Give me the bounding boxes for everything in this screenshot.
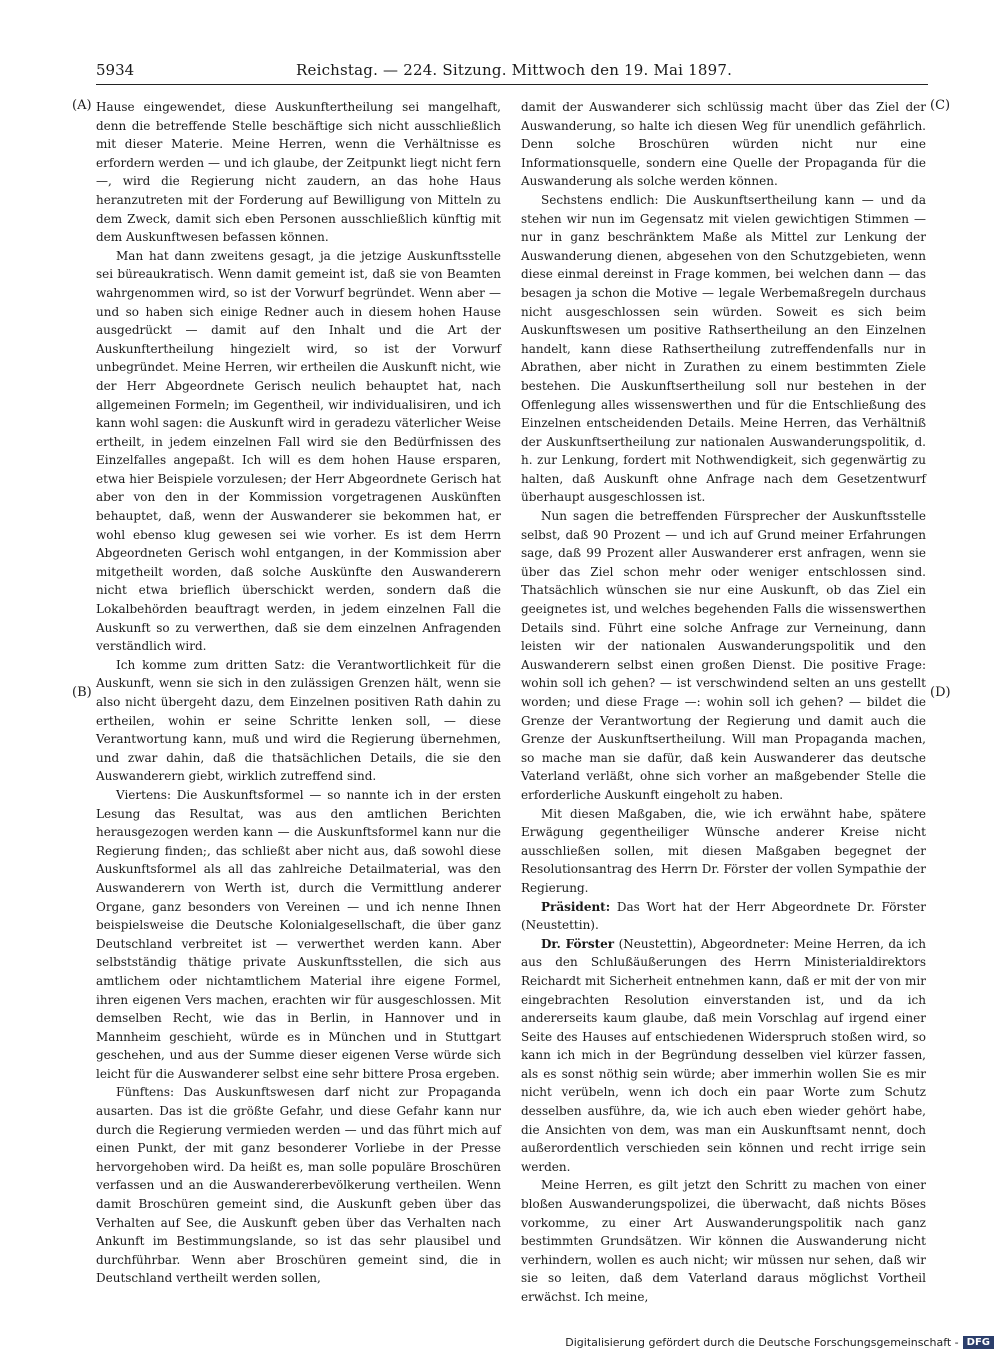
speaker-name: Dr. Förster: [541, 936, 615, 951]
speaker-name: Präsident:: [541, 899, 611, 914]
margin-marker-a: (A): [72, 98, 92, 113]
running-title: Reichstag. — 224. Sitzung. Mittwoch den 19. Mai 1897.: [296, 61, 733, 79]
paragraph: Ich komme zum dritten Satz: die Verantwortlichkeit für die Auskunft, wenn sie sich in den zulässigen Grenzen hält, wenn sie also nicht übergeht dazu, dem Einzelnen positiven Rath dahin zu ertheilen, wohin er seine Schritte lenken soll, — diese Verantwortung kann, muß und wird die Regierung übernehmen, und zwar dahin, daß die thatsächlichen Details, die sie den Auswanderern giebt, wirklich zutreffend sind.: [96, 657, 501, 784]
page-number: 5934: [96, 61, 135, 79]
paragraph: Man hat dann zweitens gesagt, ja die jetzige Auskunftsstelle sei büreaukratisch. Wenn damit gemeint ist, daß sie von Beamten wahrgenommen wird, so ist der Vorwurf begründet. Wenn aber — und so haben sich einige Redner auch in diesem hohen Hause ausgedrückt — damit auf den Inhalt und die Art der Auskunftertheilung hingezielt wird, so ist der Vorwurf unbegründet. Meine Herren, wir ertheilen die Auskunft nicht, wie der Herr Abgeordnete Gerisch neulich behauptet hat, nach allgemeinen Formeln; im Gegentheil, wir individualisiren, und ich kann wohl sagen: die Auskunft wird in geradezu väterlicher Weise ertheilt, in jedem einzelnen Fall wird sie den Bedürfnissen des Einzelfalles angepaßt. Ich will es dem hohen Hause ersparen, etwa hier Beispiele vorzulesen; der Herr Abgeordnete Gerisch hat aber von den in der Kommission vorgetragenen Auskünften behauptet, daß, wenn der Auswanderer sie bekommen hat, er wohl ebenso klug gewesen sei wie vorher. Es ist dem Herrn Abgeordneten Gerisch wohl entgangen, in der Kommission aber mitgetheilt worden, daß solche Auskünfte den Auswanderern nicht etwa brieflich überschickt werden, sondern daß die Lokalbehörden beauftragt werden, in jedem einzelnen Fall die Auskunft so zu verwerthen, daß sie dem einzelnen Anfragenden verständlich wird.: [96, 248, 501, 654]
paragraph: Nun sagen die betreffenden Fürsprecher der Auskunftsstelle selbst, daß 90 Prozent — und ich auf Grund meiner Erfahrungen sage, daß 99 Prozent aller Auswanderer erst anfragen, wenn sie über das Ziel schon mehr oder weniger entschlossen sind. Thatsächlich wünschen sie nur eine Auskunft, ob das Ziel ein geeignetes ist, und welches begehenden Falls die wissenswerthen Details sind. Führt eine solche Anfrage zur Verneinung, dann leisten wir der nationalen Auswanderungspolitik und den Auswanderern selbst einen großen Dienst. Die positive Frage: wohin soll ich gehen? — ist verschwindend selten an uns gestellt worden; und diese Frage —: wohin soll ich gehen? — bildet die Grenze der Verantwortung der Regierung und damit auch die Grenze der Auskunftsertheilung. Will man Propaganda machen, so mache man sie dafür, daß kein Auswanderer das deutsche Vaterland verläßt, ohne sich vorher an maßgebender Stelle die erforderliche Auskunft eingeholt zu haben.: [521, 509, 926, 802]
paragraph: Viertens: Die Auskunftsformel — so nannte ich in der ersten Lesung das Resultat, was aus den amtlichen Berichten herausgezogen werden kann — die Auskunftsformel kann nur die Regierung finden;, das schließt aber nicht aus, daß sowohl diese Auskunftsformel als all das zahlreiche Detailmaterial, was den Auswanderern von Werth ist, durch die Vermittlung anderer Organe, ganz besonders von Vereinen — und ich nenne Ihnen beispielsweise die Deutsche Kolonialgesellschaft, die über ganz Deutschland verbreitet ist — verwerthet werden kann. Aber selbstständig thätige private Auskunftsstellen, die sich aus amtlichem oder nichtamtlichem Material ihre eigene Formel, ihren eigenen Vers machen, erachten wir für ausgeschlossen. Mit demselben Recht, wie das in Berlin, in Hannover und in Mannheim geschieht, würde es in München und in Stuttgart geschehen, und aus der Summe dieser eigenen Verse würde sich leicht für die Auswanderer selbst eine sehr bittere Prosa ergeben.: [96, 787, 501, 1081]
margin-marker-d: (D): [930, 685, 951, 700]
statement-text: Das Wort hat der Herr Abgeordnete Dr. Förster (Neustettin).: [521, 899, 926, 933]
paragraph: Mit diesen Maßgaben, die, wie ich erwähnt habe, spätere Erwägung gegentheiliger Wünsche anderer Kreise nicht ausschließen sollen, mit diesen Maßgaben begegnet der Resolutionsantrag des Herrn Dr. Förster der vollen Sympathie der Regierung.: [521, 806, 926, 895]
footer-text: Digitalisierung gefördert durch die Deutsche Forschungsgemeinschaft -: [565, 1335, 959, 1349]
dfg-logo: DFG: [963, 1336, 994, 1349]
page-header: [96, 60, 928, 85]
paragraph: damit der Auswanderer sich schlüssig macht über das Ziel der Auswanderung, so halte ich diesen Weg für unendlich gefährlich. Denn solche Broschüren würden nicht nur eine Informationsquelle, sondern eine Quelle der Propaganda für die Auswanderung als solche werden können.: [521, 100, 926, 189]
foerster-speech: [521, 935, 926, 1177]
left-column: [96, 98, 501, 1288]
paragraph: Meine Herren, es gilt jetzt den Schritt zu machen von einer bloßen Auswanderungspolizei, die überwacht, daß nichts Böses vorkomme, zu einer Art Auswanderungspolitik nach ganz bestimmten Grundsätzen. Wir können die Auswanderung nicht verhindern, wollen es auch nicht; wir müssen nur sehen, daß wir sie so leiten, daß dem Vaterland daraus möglichst Vortheil erwächst. Ich meine,: [521, 1178, 926, 1304]
president-statement: [521, 898, 926, 935]
digitization-footer: [565, 1333, 1000, 1351]
paragraph: Sechstens endlich: Die Auskunftsertheilung kann — und da stehen wir nun im Gegensatz mit vielen gewichtigen Stimmen — nur in ganz beschränktem Maße als Mittel zur Lenkung der Auswanderung dienen, abgesehen von den Schutzgebieten, wenn diese einmal dereinst in Frage kommen, bei welchen dann — das besagen ja schon die Motive — legale Werbemaßregeln durchaus nicht ausgeschlossen sein würden. Soweit es sich beim Auskunftswesen um positive Rathsertheilung an den Einzelnen handelt, kann diese Rathsertheilung zutreffendenfalls nur in Abrathen, aber nicht in Zurathen zu einem bestimmten Ziele bestehen. Die Auskunftsertheilung soll nur bestehen in der Offenlegung alles wissenswerthen und für die Entschließung des Einzelnen entscheidenden Details. Meine Herren, das Verhältniß der Auskunftsertheilung zur nationalen Auswanderungspolitik, d. h. zur Lenkung, fordert mit Nothwendigkeit, sich gegenwärtig zu halten, daß Auskunft ohne Anfrage nach dem Gesetzentwurf überhaupt ausgeschlossen ist.: [521, 192, 926, 505]
right-column: [521, 98, 926, 1307]
speech-text: (Neustettin), Abgeordneter: Meine Herren, da ich aus den Schlußäußerungen des Herrn Ministerialdirektors Reichardt mit Sicherheit entnehmen kann, daß er mit der von mir eingebrachten Resolution einverstanden ist, und da ich andererseits kaum glaube, daß mein Vorschlag auf irgend einer Seite des Hauses auf entschiedenen Widerspruch stoßen wird, so kann ich mich in der Begründung desselben viel kürzer fassen, als es sonst nöthig sein würde; aber immerhin wollen Sie es mir nicht verübeln, wenn ich doch ein paar Worte zum Schutz desselben ausführe, da, wie ich auch eben wieder gehört habe, die Ansichten von dem, was man ein Auskunftsamt nennt, doch außerordentlich verschieden sein können und recht irrige sein werden.: [521, 936, 926, 1174]
margin-marker-c: (C): [930, 98, 951, 113]
paragraph: Hause eingewendet, diese Auskunftertheilung sei mangelhaft, denn die betreffende Stelle beschäftige sich nicht ausschließlich mit dieser Materie. Meine Herren, wenn die Verhältnisse es erfordern werden — und ich glaube, der Zeitpunkt liegt nicht fern —, wird die Regierung nicht zaudern, an das hohe Haus heranzutreten mit der Forderung auf Bewilligung von Mitteln zu dem Zweck, damit sich eben Personen ausschließlich künftig mit dem Auskunftwesen befassen können.: [96, 100, 501, 245]
margin-marker-b: (B): [72, 685, 92, 700]
paragraph: Fünftens: Das Auskunftswesen darf nicht zur Propaganda ausarten. Das ist die größte Gefahr, und diese Gefahr kann nur durch die Regierung vermieden werden — und das führt mich auf einen Punkt, der mit ganz besonderer Vorliebe in der Presse hervorgehoben wird. Da heißt es, man solle populäre Broschüren verfassen und an die Auswandererbevölkerung vertheilen. Wenn damit Broschüren gemeint sind, die Auskunft geben über das Verhalten auf See, die Auskunft geben über das Verhalten nach Ankunft im Bestimmungslande, so ist das sehr plausibel und durchführbar. Wenn aber Broschüren gemeint sind, die in Deutschland vertheilt werden sollen,: [96, 1085, 501, 1286]
